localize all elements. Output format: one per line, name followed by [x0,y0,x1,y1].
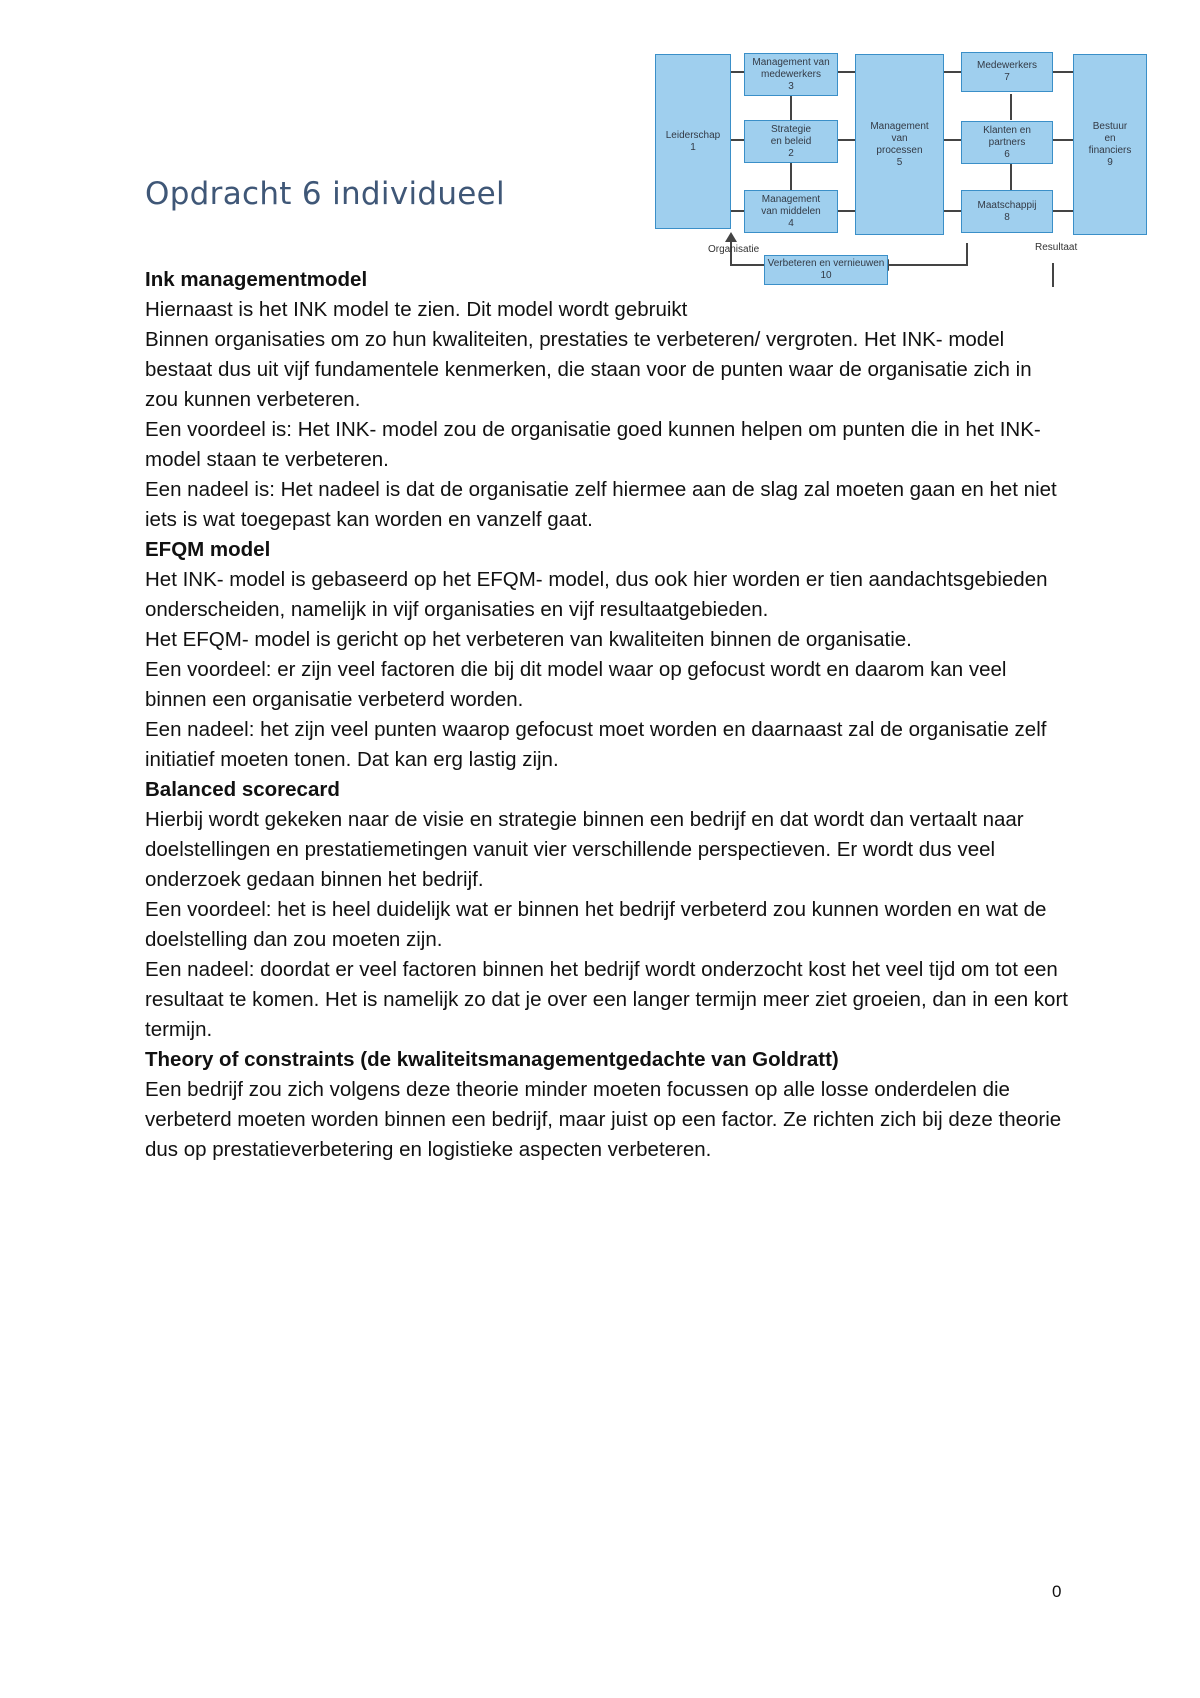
label-organisatie: Organisatie [708,244,760,255]
connector-line [943,139,961,141]
paragraph: Een nadeel is: Het nadeel is dat de organisatie zelf hiermee aan de slag zal moeten gaan en het niet iets is wat toegepast kan worden en vanzelf gaat. [145,478,1057,531]
box-label: Management van [752,56,830,68]
paragraph: Een voordeel: het is heel duidelijk wat er binnen het bedrijf verbeterd zou kunnen worden en wat de doelstelling dan zou moeten zijn. [145,898,1047,951]
section-balanced-scorecard [145,775,1070,1045]
box-label: processen [876,144,923,156]
paragraph: Een voordeel is: Het INK- model zou de organisatie goed kunnen helpen om punten die in het INK- model staan te verbeteren. [145,418,1041,471]
box-label: partners [988,136,1026,148]
paragraph: Een voordeel: er zijn veel factoren die bij dit model waar op gefocust wordt en daarom kan veel binnen een organisatie verbeterd worden. [145,658,1007,711]
box-medewerkers [961,52,1053,92]
connector-line [790,96,792,120]
box-number: 5 [896,156,903,168]
connector-line [790,162,792,190]
box-label: Bestuur [1092,120,1128,132]
paragraph: Hiernaast is het INK model te zien. Dit model wordt gebruikt [145,298,688,321]
connector-line [1010,94,1012,120]
paragraph: Een nadeel: doordat er veel factoren binnen het bedrijf wordt onderzocht kost het veel tijd om tot een resultaat te komen. Het is namelijk zo dat je over een langer termijn meer ziet groeien, dan in een kort termijn. [145,958,1068,1041]
connector-line [943,210,961,212]
box-number: 9 [1107,156,1113,168]
page-number: 0 [1052,1582,1062,1601]
box-number: 4 [788,217,794,229]
box-label: Leiderschap [665,129,721,141]
connector-line [837,71,855,73]
box-label: Klanten en [983,124,1031,136]
paragraph: Het INK- model is gebaseerd op het EFQM- model, dus ook hier worden er tien aandachtsgebieden onderscheiden, namelijk in vijf organisaties en vijf resultaatgebieden. [145,568,1048,621]
box-number: 1 [690,141,696,153]
section-heading: Theory of constraints (de kwaliteitsmanagementgedachte van Goldratt) [145,1048,839,1071]
box-label: Maatschappij [977,199,1037,211]
document-title: Opdracht 6 individueel [145,176,505,212]
section-theory-of-constraints [145,1045,1070,1165]
box-maatschappij [961,190,1053,233]
connector-line [1010,163,1012,190]
paragraph: Het EFQM- model is gericht op het verbeteren van kwaliteiten binnen de organisatie. [145,628,912,651]
connector-line [730,210,744,212]
box-number: 2 [788,147,794,159]
label-resultaat: Resultaat [1035,242,1078,253]
paragraph: Binnen organisaties om zo hun kwaliteiten, prestaties te verbeteren/ vergroten. Het INK- model bestaat dus uit vijf fundamentele kenmerken, die staan voor de punten waar de organisatie zich in zou kunnen verbeteren. [145,328,1032,411]
connector-line [837,210,855,212]
box-label: van [891,132,908,144]
box-number: 3 [788,80,794,92]
feedback-right-vertical-segment [966,243,968,265]
paragraph: Hierbij wordt gekeken naar de visie en strategie binnen een bedrijf en dat wordt dan vertaalt naar doelstellingen en prestatiemetingen vanuit vier verschillende perspectieven. Er wordt dus veel onderzoek gedaan binnen het bedrijf. [145,808,1024,891]
box-management-processen [855,54,944,235]
box-klanten-partners [961,121,1053,164]
box-label: Strategie [770,123,812,135]
section-heading: EFQM model [145,538,271,561]
box-bestuur-financiers [1073,54,1147,235]
section-efqm-model [145,535,1070,775]
section-heading: Balanced scorecard [145,778,340,801]
box-label: van middelen [761,205,821,217]
box-label: Verbeteren en vernieuwen [767,258,885,269]
box-label: Management [870,120,929,132]
feedback-arrowhead-up [725,232,737,242]
connector-line [730,139,744,141]
box-strategie-beleid [744,120,838,163]
box-number: 10 [820,270,832,281]
box-leiderschap [655,54,731,229]
connector-line [1053,210,1073,212]
box-number: 6 [1004,148,1010,160]
section-heading: Ink managementmodel [145,268,368,291]
paragraph: Een bedrijf zou zich volgens deze theorie minder moeten focussen op alle losse onderdelen die verbeterd moeten worden binnen een bedrijf, maar juist op een factor. Ze richten zich bij deze theorie dus op prestatieverbetering en logistieke aspecten verbeteren. [145,1078,1062,1161]
document-body [145,265,1070,1165]
box-label: financiers [1088,144,1132,156]
box-management-medewerkers [744,53,838,96]
box-label: Medewerkers [976,60,1038,71]
connector-line [837,139,855,141]
connector-line [1053,139,1073,141]
box-label: medewerkers [760,68,822,80]
connector-line [943,71,961,73]
box-management-middelen [744,190,838,233]
connector-line [1053,71,1073,73]
section-ink-managementmodel [145,265,1070,535]
box-label: Management [761,193,821,205]
connector-line [730,71,744,73]
box-number: 8 [1004,211,1010,223]
box-label: en beleid [770,135,812,147]
box-label: en [1104,132,1116,144]
box-number: 7 [1004,72,1010,83]
paragraph: Een nadeel: het zijn veel punten waarop gefocust moet worden en daarnaast zal de organisatie zelf initiatief moeten tonen. Dat kan erg lastig zijn. [145,718,1047,771]
